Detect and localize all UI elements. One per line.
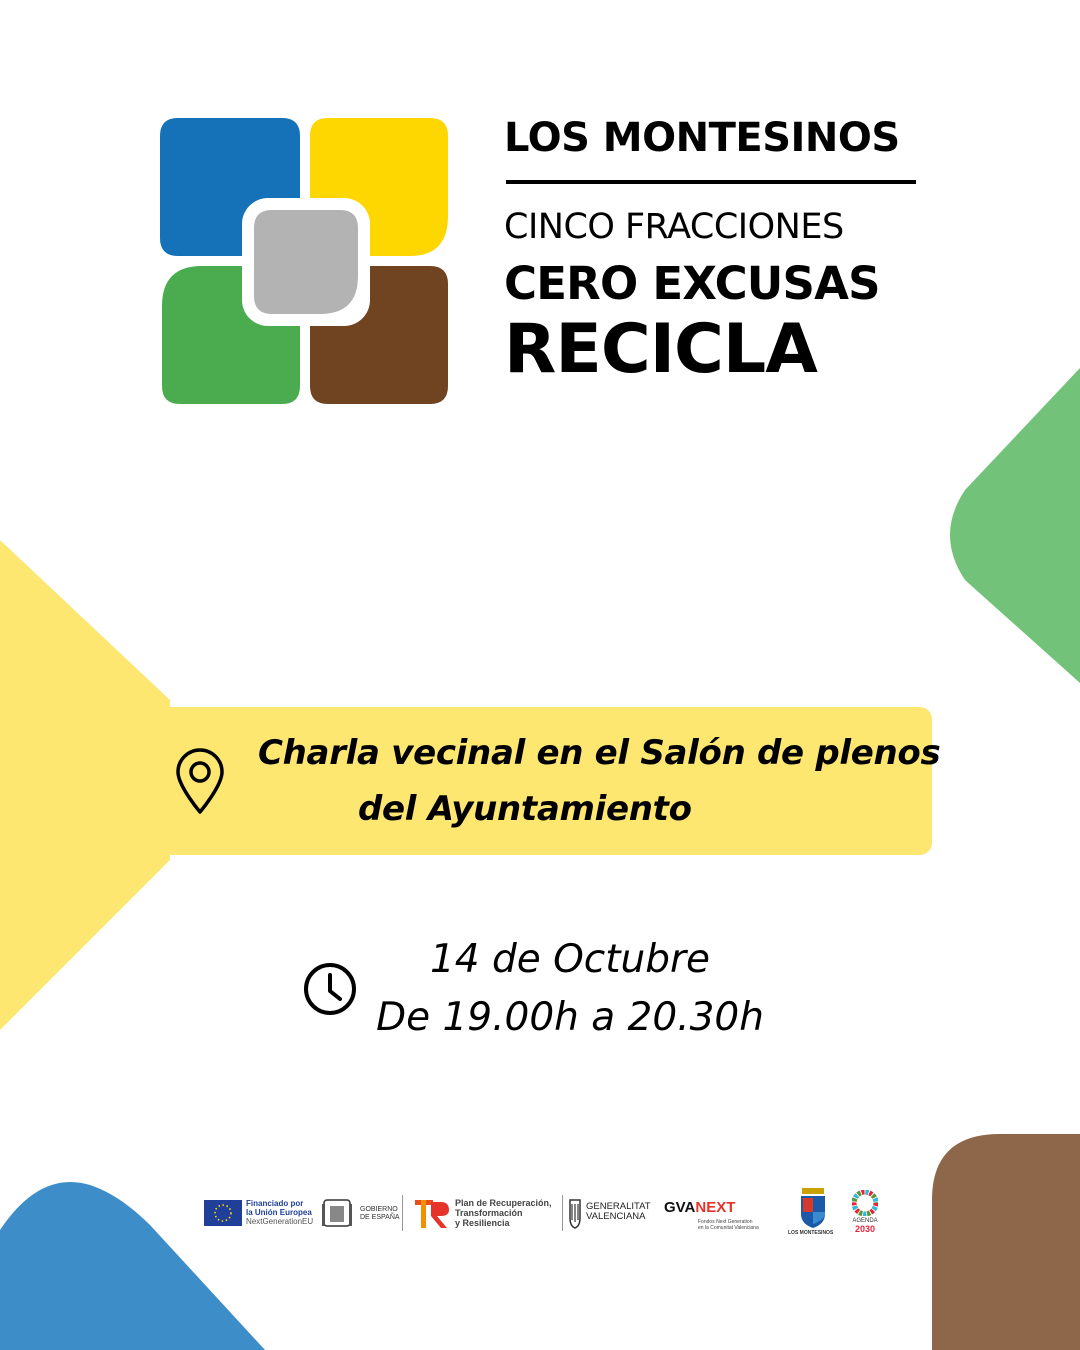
eu-line-2: la Unión Europea — [246, 1207, 312, 1217]
brown-corner-shape — [932, 1134, 1080, 1350]
footer-divider-2 — [562, 1195, 563, 1231]
gvanext-sub-1: Fondos Next Generation — [698, 1219, 753, 1225]
title-divider — [506, 180, 916, 184]
event-date: 14 de Octubre — [429, 937, 711, 982]
green-diamond-shape — [950, 368, 1080, 683]
gray-tile — [254, 210, 358, 314]
footer-divider-1 — [402, 1195, 403, 1231]
slogan-line-2: CERO EXCUSAS — [504, 257, 880, 310]
generalitat-text — [586, 1202, 651, 1223]
spain-coat-of-arms-icon — [320, 1196, 354, 1230]
plan-line-3: y Resiliencia — [455, 1217, 510, 1228]
title-block — [504, 115, 924, 389]
gvanext-subtitle — [698, 1220, 759, 1231]
gob-line-1: GOBIERNO — [360, 1206, 398, 1213]
gvanext-part-a: GVA — [664, 1199, 696, 1216]
gvanext-sub-2: en la Comunitat Valenciana — [698, 1224, 759, 1231]
gvanext-part-b: NEXT — [695, 1199, 736, 1216]
slogan-line-3: RECICLA — [504, 310, 817, 389]
location-line-2: del Ayuntamiento — [358, 789, 692, 829]
plan-text — [455, 1199, 552, 1229]
plan-line-2: Transformación — [455, 1207, 523, 1218]
eu-line-1: Financiado por — [246, 1199, 304, 1208]
agenda-line-1: AGENDA — [852, 1218, 878, 1224]
agenda-text — [848, 1218, 882, 1234]
agenda-2030-wheel-icon — [852, 1190, 878, 1216]
gv-line-1: GENERALITAT — [586, 1201, 651, 1212]
plan-line-1: Plan de Recuperación, — [455, 1198, 552, 1208]
event-time: De 19.00h a 20.30h — [376, 995, 764, 1040]
gv-line-2: VALENCIANA — [586, 1211, 646, 1223]
location-line-1: Charla vecinal en el Salón de plenos — [258, 733, 941, 773]
map-pin-icon — [172, 748, 228, 816]
eu-funding-text — [246, 1200, 313, 1226]
plan-recuperacion-logo-icon — [413, 1196, 451, 1230]
logo-tiles — [160, 116, 452, 408]
clock-icon — [302, 961, 358, 1017]
agenda-line-2: 2030 — [854, 1223, 876, 1234]
town-label: LOS MONTESINOS — [788, 1230, 834, 1236]
generalitat-shield-icon — [567, 1196, 583, 1230]
location-banner — [110, 707, 932, 855]
gob-line-2: DE ESPAÑA — [360, 1213, 400, 1221]
slogan-line-1: CINCO FRACCIONES — [504, 207, 844, 247]
gvanext-logo — [664, 1200, 735, 1217]
town-coat-of-arms-icon — [798, 1186, 828, 1230]
eu-line-3: NextGenerationEU — [246, 1216, 314, 1226]
town-title: LOS MONTESINOS — [504, 115, 900, 161]
eu-flag-icon — [204, 1200, 242, 1226]
gobierno-text — [360, 1206, 400, 1221]
